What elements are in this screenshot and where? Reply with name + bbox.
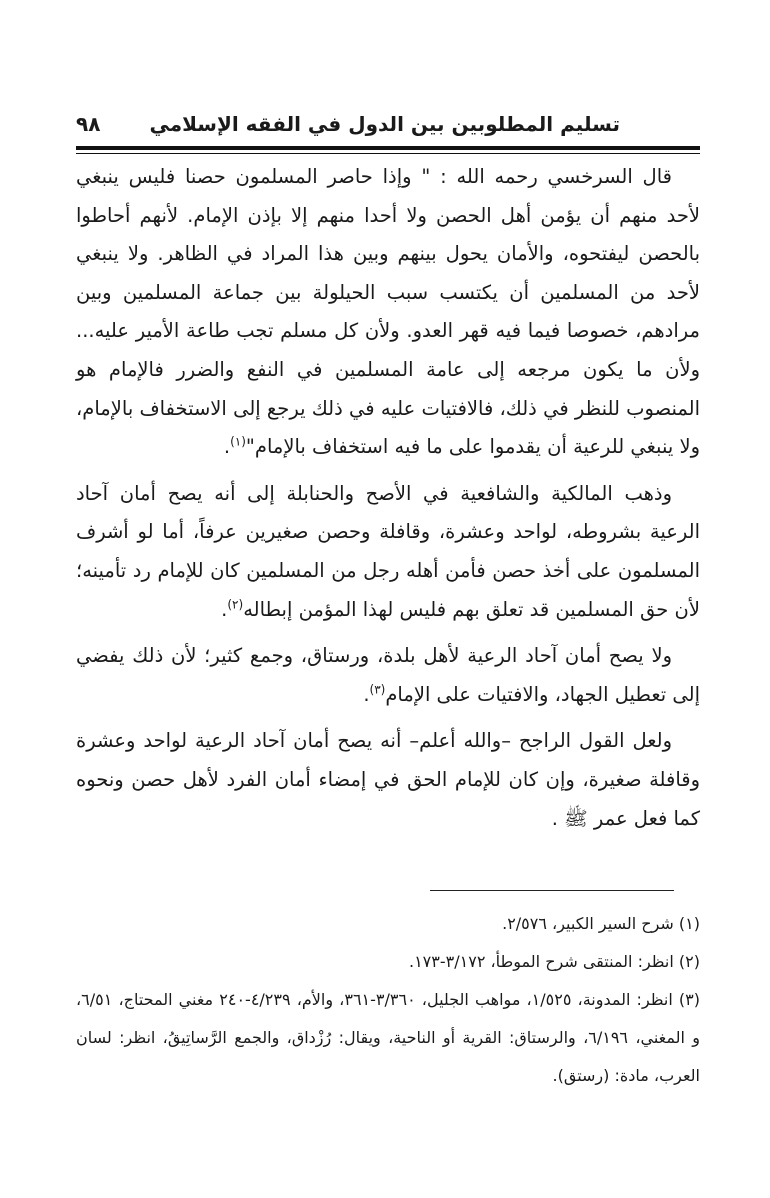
running-title: تسليم المطلوبين بين الدول في الفقه الإسلامي	[149, 112, 620, 136]
footnote-ref-1: (١)	[230, 434, 246, 449]
paragraph-1: قال السرخسي رحمه الله : " وإذا حاصر المسلمون حصنا فليس ينبغي لأحد منهم أن يؤمن أهل الحصن ولا أحدا منهم إلا بإذن الإمام. لأنهم أحاطوا بالحصن ليفتحوه، والأمان يحول بينهم وبين هذا المراد في الظاهر. ولا ينبغي لأحد من المسلمين أن يكتسب سبب الحيلولة بين جماعة المسلمين وبين مرادهم، خصوصا فيما فيه قهر العدو. ولأن كل مسلم تجب طاعة الأمير عليه... ولأن ما يكون مرجعه إلى عامة المسلمين في النفع والضرر فالإمام هو المنصوب للنظر في ذلك، فالافتيات عليه في ذلك يرجع إلى الاستخفاف بالإمام، ولا ينبغي للرعية أن يقدموا على ما فيه استخفاف بالإمام"$^{(١)}$.	[76, 165, 700, 459]
footnote-3: (٣) انظر: المدونة، ١/٥٢٥، مواهب الجليل، ٣/٣٦٠-٣٦١، والأم، ٤/٢٣٩-٢٤٠ مغني المحتاج، ٦/٥١، و المغني، ٦/١٩٦، والرستاق: القرية أو الناحية، ويقال: رُزْداق، والجمع الرَّساتِيقُ، انظر: لسان العرب، مادة: (رستق).	[76, 990, 701, 1085]
paragraph-3: ولا يصح أمان آحاد الرعية لأهل بلدة، ورستاق، وجمع كثير؛ لأن ذلك يفضي إلى تعطيل الجهاد، والافتيات على الإمام$^{(٣)}$.	[76, 644, 700, 706]
main-text	[76, 158, 700, 846]
footnote-ref-3: (٣)	[369, 682, 386, 697]
footnote-1: (١) شرح السير الكبير، ٢/٥٧٦.	[502, 914, 700, 933]
footnote-ref-2: (٢)	[227, 597, 244, 612]
header-rule-thick	[76, 146, 700, 150]
footnotes	[76, 905, 700, 1095]
header-rule-thin	[76, 153, 700, 154]
footnote-2: (٢) انظر: المنتقى شرح الموطأ، ٣/١٧٢-١٧٣.	[408, 952, 700, 971]
paragraph-2: وذهب المالكية والشافعية في الأصح والحنابلة إلى أنه يصح أمان آحاد الرعية بشروطه، لواحد وعشرة، وقافلة وحصن صغيرين عرفاً، أما لو أشرف المسلمون على أخذ حصن فأمن أهله رجل من المسلمين كان للإمام رد تأمينه؛ لأن حق المسلمين قد تعلق بهم فليس لهذا المؤمن إبطاله$^{(٢)}$.	[76, 481, 700, 621]
page-header	[76, 106, 700, 146]
paragraph-4: ولعل القول الراجح –والله أعلم– أنه يصح أمان آحاد الرعية لواحد وعشرة وقافلة صغيرة، وإن كان للإمام الحق في إمضاء أمان الفرد لأهل حصن ونحوه كما فعل عمر ﷺ .	[76, 729, 700, 830]
footnote-separator	[430, 890, 674, 891]
page-number: ٩٨	[76, 112, 101, 136]
